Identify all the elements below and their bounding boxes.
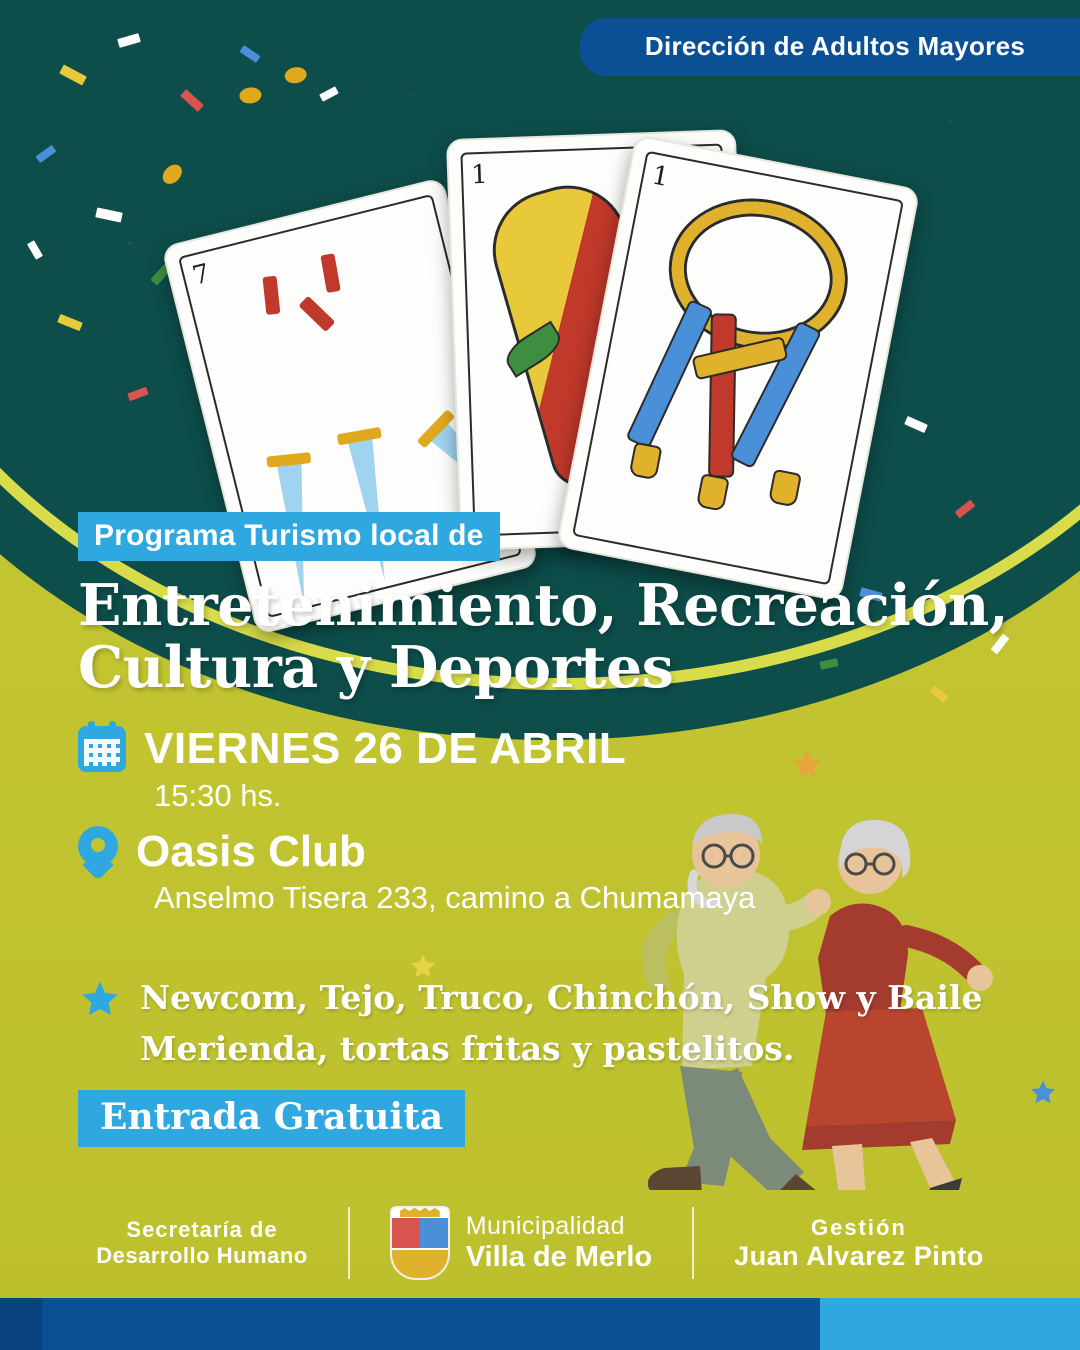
- event-date: VIERNES 26 DE ABRIL: [144, 724, 627, 774]
- star-icon: [78, 978, 122, 1022]
- event-time: 15:30 hs.: [154, 778, 282, 814]
- footer-bar-blue: [0, 1298, 820, 1350]
- playing-cards-illustration: [189, 120, 895, 550]
- event-venue: Oasis Club: [136, 827, 366, 877]
- card-rank: 1: [470, 159, 489, 191]
- footer: [0, 1188, 1080, 1298]
- location-pin-icon: [78, 826, 118, 878]
- event-address: Anselmo Tisera 233, camino a Chumamaya: [154, 880, 756, 916]
- gestion-line-1: Gestión: [810, 1214, 907, 1240]
- activities-text: [140, 972, 982, 1074]
- footer-bar-cyan: [820, 1298, 1080, 1350]
- muni-line-2: Villa de Merlo: [465, 1241, 653, 1273]
- footer-municipalidad: [350, 1206, 692, 1280]
- footer-gestion: [694, 1215, 1024, 1272]
- activities-block: [78, 972, 1018, 1074]
- venue-row: [78, 826, 1018, 878]
- header-badge: Dirección de Adultos Mayores: [580, 18, 1080, 76]
- sword-icon: [346, 430, 372, 435]
- activities-line-1: Newcom, Tejo, Truco, Chinchón, Show y Baile: [140, 978, 983, 1018]
- date-row: [78, 724, 1018, 774]
- gestion-line-2: Juan Alvarez Pinto: [734, 1240, 984, 1271]
- card-rank: 1: [649, 160, 672, 193]
- free-entry-badge: Entrada Gratuita: [78, 1090, 465, 1147]
- coat-of-arms-icon: [390, 1206, 450, 1280]
- headline-line-1: Entretenimiento, Recreación,: [78, 572, 1009, 639]
- calendar-icon: [78, 726, 126, 772]
- headline-line-2: Cultura y Deportes: [78, 633, 674, 701]
- program-eyebrow: Programa Turismo local de: [78, 512, 500, 561]
- footer-bar-dark: [0, 1298, 42, 1350]
- page-title: [78, 572, 1018, 701]
- secretaria-line-2: Desarrollo Humano: [96, 1243, 308, 1268]
- footer-secretaria: [56, 1217, 347, 1269]
- activities-line-2: Merienda, tortas fritas y pastelitos.: [140, 1029, 795, 1069]
- card-rank: 7: [189, 258, 213, 292]
- secretaria-line-1: Secretaría de: [126, 1217, 278, 1242]
- main-content: [78, 512, 1018, 1147]
- sword-icon: [275, 455, 301, 458]
- footer-color-bar: [0, 1298, 1080, 1350]
- muni-line-1: Municipalidad: [465, 1212, 626, 1240]
